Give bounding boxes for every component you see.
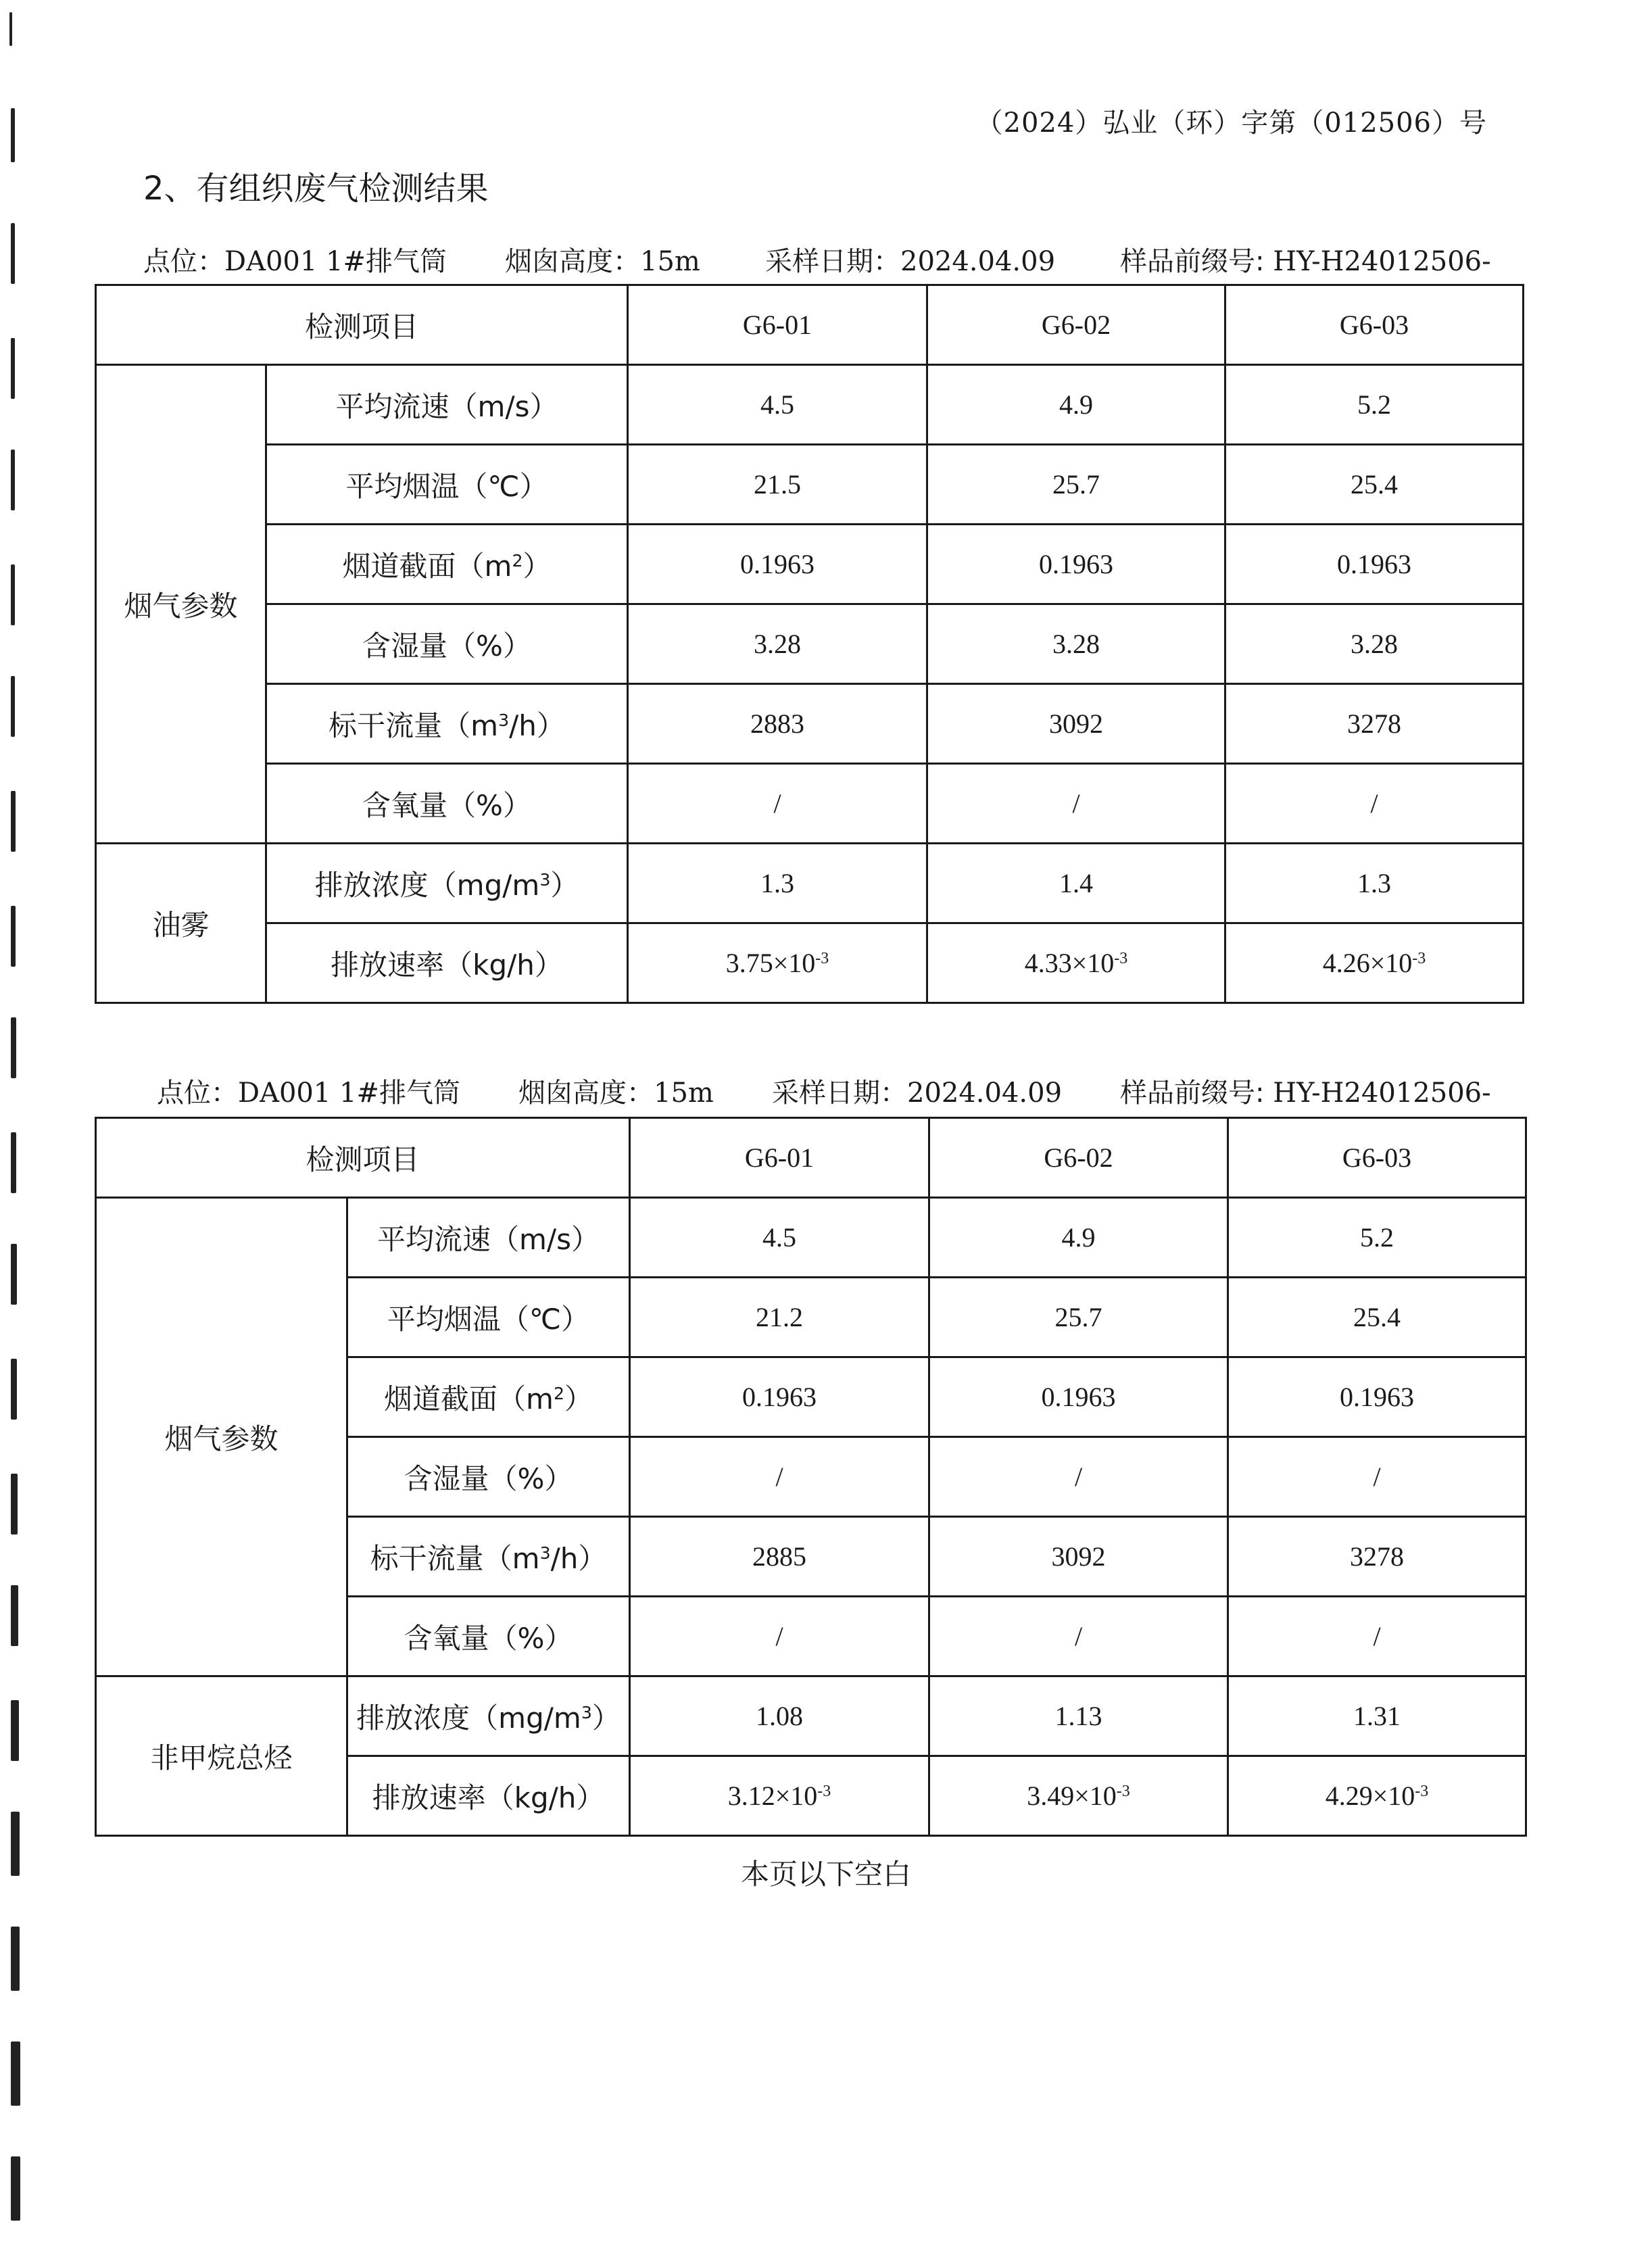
header-item: 检测项目 bbox=[96, 1118, 630, 1198]
row-label bbox=[266, 764, 628, 844]
row-close: ） bbox=[502, 629, 531, 662]
binding-mark bbox=[11, 108, 15, 162]
row-name: 平均烟温（ bbox=[345, 469, 488, 503]
group-label: 非甲烷总烃 bbox=[96, 1676, 347, 1836]
row-unit: m bbox=[470, 708, 499, 742]
table-row bbox=[96, 445, 1524, 525]
table-row bbox=[96, 844, 1524, 923]
value-exponent: -3 bbox=[1415, 1782, 1429, 1800]
value-exponent: -3 bbox=[815, 949, 829, 967]
row-close: ） bbox=[591, 1701, 621, 1735]
table-row bbox=[96, 525, 1524, 604]
point-info bbox=[157, 1071, 460, 1110]
value-base: 4.33×10 bbox=[1024, 948, 1115, 978]
row-name: 标干流量（ bbox=[370, 1541, 512, 1575]
point-value: DA001 1#排气筒 bbox=[238, 1078, 460, 1109]
row-name: 标干流量（ bbox=[329, 708, 471, 742]
value-base: 3.75×10 bbox=[725, 948, 816, 978]
header-col: G6-03 bbox=[1225, 285, 1524, 365]
header-col: G6-02 bbox=[929, 1118, 1228, 1198]
cell: 5.2 bbox=[1225, 365, 1524, 445]
row-close: ） bbox=[536, 708, 565, 742]
row-label bbox=[266, 844, 628, 923]
cell: 1.3 bbox=[628, 844, 927, 923]
binding-mark bbox=[11, 1927, 20, 1991]
cell: 0.1963 bbox=[628, 525, 927, 604]
row-unit: kg/h bbox=[514, 1781, 577, 1814]
row-label bbox=[347, 1676, 630, 1756]
row-close: ） bbox=[519, 469, 548, 503]
value-exponent: -3 bbox=[1412, 949, 1426, 967]
row-close: ） bbox=[523, 549, 552, 583]
row-unit: mg/m bbox=[456, 868, 540, 902]
cell: 3278 bbox=[1225, 684, 1524, 764]
binding-mark bbox=[11, 564, 15, 625]
cell: 3.28 bbox=[927, 604, 1225, 684]
table-row bbox=[96, 1676, 1526, 1756]
stack-height-info bbox=[518, 1071, 714, 1110]
results-table bbox=[95, 1117, 1527, 1837]
header-col: G6-01 bbox=[628, 285, 927, 365]
binding-mark bbox=[11, 1359, 17, 1420]
binding-mark bbox=[11, 906, 16, 967]
row-unit-sup: 3 bbox=[581, 1702, 592, 1722]
row-label bbox=[266, 923, 628, 1003]
cell: / bbox=[927, 764, 1225, 844]
binding-mark bbox=[11, 1474, 18, 1535]
sampling-info-row bbox=[157, 1071, 1509, 1112]
point-info bbox=[143, 240, 447, 279]
row-label bbox=[347, 1756, 630, 1836]
row-name: 含湿量（ bbox=[362, 629, 477, 662]
cell: / bbox=[630, 1437, 929, 1517]
row-label bbox=[347, 1198, 630, 1278]
cell bbox=[929, 1756, 1228, 1836]
row-unit: % bbox=[476, 788, 503, 822]
cell: 21.5 bbox=[628, 445, 927, 525]
row-close: ） bbox=[576, 1781, 605, 1814]
point-label: 点位： bbox=[157, 1078, 238, 1109]
value-base: 4.26×10 bbox=[1322, 948, 1413, 978]
section-title: 2、有组织废气检测结果 bbox=[143, 170, 489, 208]
cell: 21.2 bbox=[630, 1278, 929, 1357]
table-header-row bbox=[96, 285, 1524, 365]
cell: 0.1963 bbox=[927, 525, 1225, 604]
sampling-date-value: 2024.04.09 bbox=[907, 1078, 1063, 1109]
cell: 5.2 bbox=[1228, 1198, 1526, 1278]
row-close: ） bbox=[561, 1302, 590, 1336]
results-table bbox=[95, 284, 1524, 1004]
row-close: ） bbox=[529, 389, 558, 423]
cell: 3.28 bbox=[628, 604, 927, 684]
cell: / bbox=[1228, 1437, 1526, 1517]
cell: 0.1963 bbox=[1225, 525, 1524, 604]
cell: 1.4 bbox=[927, 844, 1225, 923]
cell: 0.1963 bbox=[929, 1357, 1228, 1437]
row-label bbox=[347, 1278, 630, 1357]
cell bbox=[630, 1756, 929, 1836]
cell: 0.1963 bbox=[1228, 1357, 1526, 1437]
value-base: 3.49×10 bbox=[1027, 1781, 1117, 1811]
cell: 3.28 bbox=[1225, 604, 1524, 684]
point-value: DA001 1#排气筒 bbox=[224, 246, 447, 277]
row-label bbox=[266, 604, 628, 684]
cell: 1.3 bbox=[1225, 844, 1524, 923]
row-close: ） bbox=[544, 1621, 573, 1655]
table-row bbox=[96, 923, 1524, 1003]
row-name: 排放浓度（ bbox=[314, 868, 457, 902]
row-label bbox=[347, 1517, 630, 1597]
row-name: 含氧量（ bbox=[404, 1621, 518, 1655]
cell: / bbox=[1228, 1597, 1526, 1676]
row-label bbox=[347, 1597, 630, 1676]
value-base: 3.12×10 bbox=[727, 1781, 818, 1811]
binding-mark bbox=[11, 791, 16, 852]
row-unit: m/s bbox=[519, 1222, 571, 1256]
binding-mark bbox=[11, 1700, 19, 1761]
cell: 25.7 bbox=[929, 1278, 1228, 1357]
sampling-date-label: 采样日期： bbox=[765, 246, 900, 277]
row-unit: m/s bbox=[477, 389, 530, 423]
table-row bbox=[96, 1198, 1526, 1278]
header-col: G6-01 bbox=[630, 1118, 929, 1198]
cell: 2885 bbox=[630, 1517, 929, 1597]
value-exponent: -3 bbox=[817, 1782, 831, 1800]
row-label bbox=[266, 445, 628, 525]
stack-height-value: 15m bbox=[640, 246, 700, 277]
binding-mark bbox=[11, 2156, 20, 2221]
cell: 4.5 bbox=[630, 1198, 929, 1278]
row-name: 烟道截面（ bbox=[384, 1382, 527, 1416]
row-close: ） bbox=[578, 1541, 607, 1575]
cell bbox=[628, 923, 927, 1003]
row-label bbox=[266, 365, 628, 445]
row-close: ） bbox=[564, 1382, 593, 1416]
sample-prefix-info bbox=[1120, 1071, 1491, 1110]
sample-prefix-label: 样品前缀号: bbox=[1120, 246, 1273, 277]
binding-mark bbox=[11, 1017, 16, 1078]
cell: 2883 bbox=[628, 684, 927, 764]
cell: 1.13 bbox=[929, 1676, 1228, 1756]
row-unit: % bbox=[517, 1621, 545, 1655]
cell: 4.9 bbox=[927, 365, 1225, 445]
cell: / bbox=[630, 1597, 929, 1676]
row-name: 平均流速（ bbox=[377, 1222, 520, 1256]
binding-mark bbox=[11, 2041, 20, 2106]
sampling-date-info bbox=[765, 240, 1055, 279]
cell: / bbox=[929, 1597, 1228, 1676]
cell: / bbox=[1225, 764, 1524, 844]
group-label: 烟气参数 bbox=[96, 365, 266, 844]
table-header-row bbox=[96, 1118, 1526, 1198]
header-item: 检测项目 bbox=[96, 285, 628, 365]
row-name: 排放浓度（ bbox=[356, 1701, 499, 1735]
row-unit-sup: 2 bbox=[512, 550, 523, 571]
sample-prefix-info bbox=[1120, 240, 1491, 279]
row-close: ） bbox=[534, 948, 563, 982]
header-col: G6-02 bbox=[927, 285, 1225, 365]
row-close: ） bbox=[544, 1461, 573, 1495]
stack-height-value: 15m bbox=[654, 1078, 714, 1109]
row-unit: % bbox=[517, 1461, 545, 1495]
row-unit-suffix: /h bbox=[550, 1541, 579, 1575]
row-close: ） bbox=[502, 788, 531, 822]
binding-mark bbox=[11, 223, 15, 284]
row-unit: ℃ bbox=[529, 1302, 562, 1336]
table-row bbox=[96, 604, 1524, 684]
cell: 3092 bbox=[927, 684, 1225, 764]
row-name: 烟道截面（ bbox=[342, 549, 485, 583]
row-unit: % bbox=[476, 629, 503, 662]
value-base: 4.29×10 bbox=[1325, 1781, 1415, 1811]
row-name: 平均流速（ bbox=[335, 389, 478, 423]
row-close: ） bbox=[570, 1222, 600, 1256]
row-unit: kg/h bbox=[472, 948, 535, 982]
cell: 25.4 bbox=[1225, 445, 1524, 525]
row-label bbox=[347, 1437, 630, 1517]
binding-marks bbox=[0, 0, 34, 2247]
cell bbox=[1225, 923, 1524, 1003]
cell: 4.5 bbox=[628, 365, 927, 445]
value-exponent: -3 bbox=[1116, 1782, 1130, 1800]
cell: 3092 bbox=[929, 1517, 1228, 1597]
sampling-info-row bbox=[143, 240, 1495, 281]
cell: 3278 bbox=[1228, 1517, 1526, 1597]
row-name: 排放速率（ bbox=[331, 948, 473, 982]
stack-height-label: 烟囱高度： bbox=[518, 1078, 654, 1109]
row-label bbox=[266, 684, 628, 764]
row-unit-sup: 3 bbox=[539, 1543, 551, 1563]
group-label: 油雾 bbox=[96, 844, 266, 1003]
cell bbox=[927, 923, 1225, 1003]
row-name: 平均烟温（ bbox=[387, 1302, 529, 1336]
cell: 0.1963 bbox=[630, 1357, 929, 1437]
row-name: 排放速率（ bbox=[372, 1781, 514, 1814]
header-col: G6-03 bbox=[1228, 1118, 1526, 1198]
value-exponent: -3 bbox=[1114, 949, 1128, 967]
table-row bbox=[96, 764, 1524, 844]
cell: 1.08 bbox=[630, 1676, 929, 1756]
sampling-date-label: 采样日期： bbox=[772, 1078, 907, 1109]
binding-mark bbox=[11, 450, 15, 510]
row-unit: mg/m bbox=[498, 1701, 581, 1735]
cell: 1.31 bbox=[1228, 1676, 1526, 1756]
blank-below-note: 本页以下空白 bbox=[740, 1858, 911, 1891]
row-name: 含氧量（ bbox=[362, 788, 477, 822]
sample-prefix-label: 样品前缀号: bbox=[1120, 1078, 1273, 1109]
document-number: （2024）弘业（环）字第（012506）号 bbox=[975, 107, 1487, 139]
sample-prefix-value: HY-H24012506- bbox=[1273, 1078, 1491, 1109]
point-label: 点位： bbox=[143, 246, 224, 277]
row-unit: ℃ bbox=[487, 469, 520, 503]
row-unit-sup: 3 bbox=[498, 710, 510, 730]
row-unit: m bbox=[512, 1541, 540, 1575]
sample-prefix-value: HY-H24012506- bbox=[1273, 246, 1491, 277]
row-unit-sup: 2 bbox=[553, 1383, 564, 1403]
sampling-date-info bbox=[772, 1071, 1062, 1110]
cell: / bbox=[628, 764, 927, 844]
stack-height-info bbox=[505, 240, 700, 279]
cell: 25.7 bbox=[927, 445, 1225, 525]
row-unit: m bbox=[484, 549, 512, 583]
row-unit-suffix: /h bbox=[509, 708, 537, 742]
binding-mark bbox=[11, 1585, 18, 1646]
row-unit-sup: 3 bbox=[539, 869, 551, 890]
row-label bbox=[347, 1357, 630, 1437]
cell bbox=[1228, 1756, 1526, 1836]
row-name: 含湿量（ bbox=[404, 1461, 518, 1495]
cell: / bbox=[929, 1437, 1228, 1517]
binding-mark bbox=[11, 338, 15, 399]
cell: 4.9 bbox=[929, 1198, 1228, 1278]
group-label: 烟气参数 bbox=[96, 1198, 347, 1676]
cell: 25.4 bbox=[1228, 1278, 1526, 1357]
binding-mark bbox=[9, 12, 12, 46]
sampling-date-value: 2024.04.09 bbox=[900, 246, 1056, 277]
table-row bbox=[96, 365, 1524, 445]
stack-height-label: 烟囱高度： bbox=[505, 246, 640, 277]
row-label bbox=[266, 525, 628, 604]
row-unit: m bbox=[526, 1382, 554, 1416]
table-row bbox=[96, 684, 1524, 764]
binding-mark bbox=[11, 1132, 16, 1193]
binding-mark bbox=[11, 676, 15, 737]
binding-mark bbox=[11, 1244, 17, 1305]
row-close: ） bbox=[550, 868, 579, 902]
